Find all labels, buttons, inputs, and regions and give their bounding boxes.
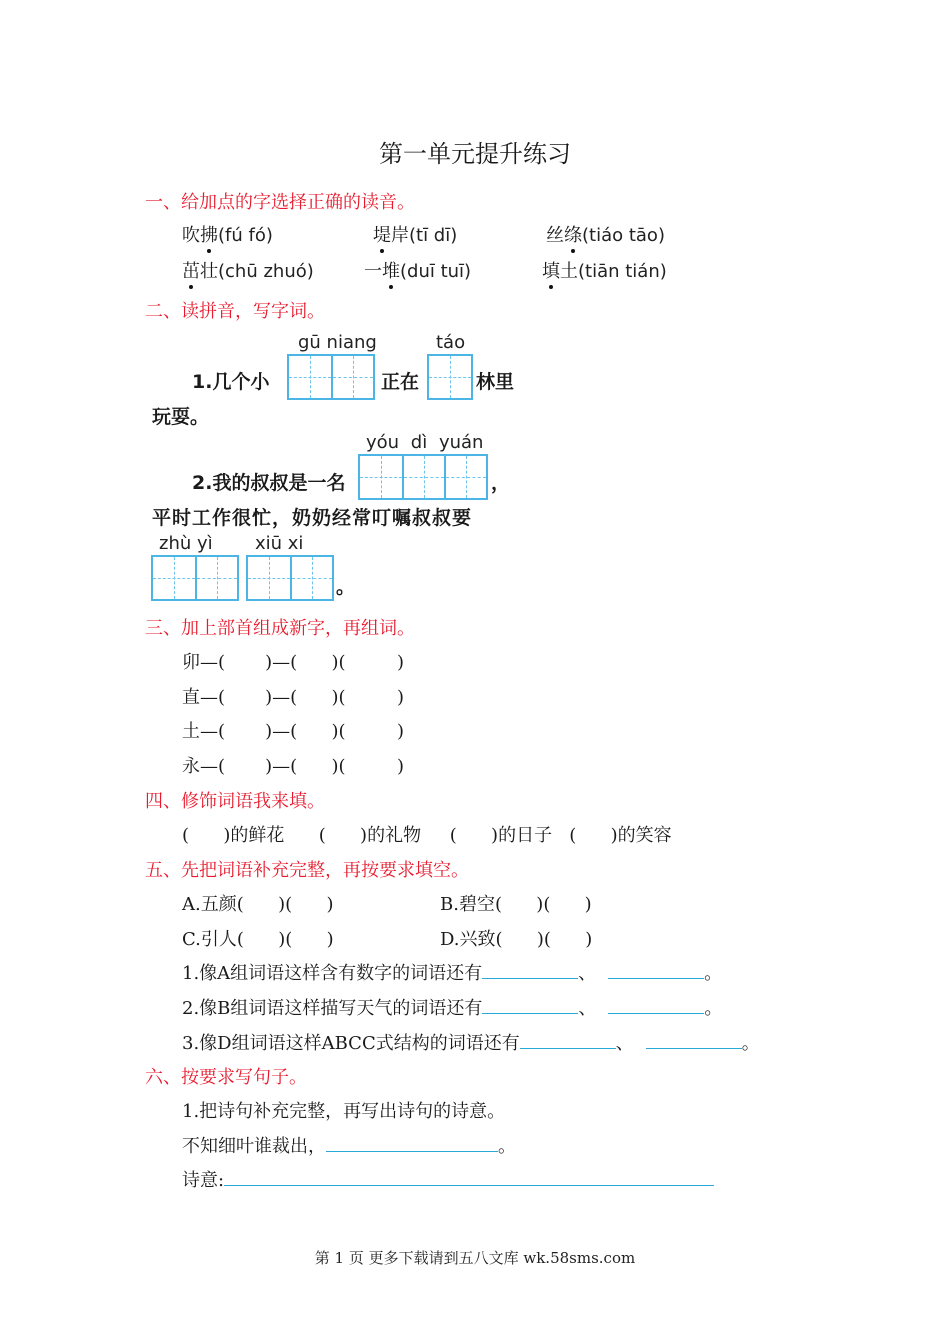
s6-question-1: 1.把诗句补充完整，再写出诗句的诗意。: [182, 1101, 506, 1122]
answer-box-zhu-yi[interactable]: [151, 555, 239, 601]
section-4-heading: 四、修饰词语我来填。: [145, 791, 325, 812]
q2-text-pre: 2.我的叔叔是一名: [192, 472, 346, 494]
word-group-a: A.五颜( )( ): [182, 894, 334, 915]
word-group-b: B.碧空( )( ): [440, 894, 592, 915]
radical-row-1: 卯—( )—( )( ): [182, 652, 405, 673]
radical-row-2: 直—( )—( )( ): [182, 687, 405, 708]
answer-blank[interactable]: [608, 960, 704, 979]
s5-question-3: 3.像D组词语这样ABCC式结构的词语还有 、 。: [182, 1029, 760, 1055]
pinyin-item-5: 一堆(duī tuī): [364, 257, 471, 283]
char-cell[interactable]: [402, 456, 444, 498]
page-title: 第一单元提升练习: [379, 140, 571, 168]
pinyin-item-4: 茁壮(chū zhuó): [182, 257, 314, 283]
modifier-line: ( )的鲜花 ( )的礼物 ( )的日子 ( )的笑容: [182, 825, 672, 846]
char-cell[interactable]: [153, 557, 195, 599]
answer-blank[interactable]: [608, 995, 704, 1014]
pinyin-item-3: 丝绦(tiáo tāo): [546, 221, 665, 247]
answer-box-tao[interactable]: [427, 354, 473, 400]
char-cell[interactable]: [289, 356, 331, 398]
pinyin-gu-niang: gū niang: [298, 332, 377, 353]
char-cell[interactable]: [290, 557, 332, 599]
radical-row-3: 土—( )—( )( ): [182, 721, 405, 742]
q1-text-cont: 玩耍。: [152, 406, 210, 428]
meaning-line: 诗意:: [182, 1166, 714, 1192]
pinyin-tao: táo: [436, 332, 466, 353]
section-3-heading: 三、加上部首组成新字，再组词。: [145, 618, 415, 639]
answer-blank[interactable]: [482, 995, 578, 1014]
poem-line: 不知细叶谁裁出， 。: [182, 1132, 516, 1158]
q1-text-post: 林里: [476, 371, 515, 393]
pinyin-xiu-xi: xiū xi: [255, 533, 304, 554]
meaning-answer-blank[interactable]: [224, 1167, 714, 1186]
pinyin-item-1: 吹拂(fú fó): [182, 221, 273, 247]
section-5-heading: 五、先把词语补充完整，再按要求填空。: [145, 860, 469, 881]
poem-answer-blank[interactable]: [326, 1133, 498, 1152]
q2-comma: ，: [491, 472, 511, 494]
pinyin-item-2: 堤岸(tī dī): [373, 221, 457, 247]
page-footer: 第 1 页 更多下载请到五八文库 wk.58sms.com: [314, 1249, 636, 1267]
char-cell[interactable]: [360, 456, 402, 498]
radical-row-4: 永—( )—( )( ): [182, 756, 405, 777]
char-cell[interactable]: [331, 356, 373, 398]
word-group-c: C.引人( )( ): [182, 929, 334, 950]
answer-box-gu-niang[interactable]: [287, 354, 375, 400]
answer-blank[interactable]: [482, 960, 578, 979]
section-6-heading: 六、按要求写句子。: [145, 1067, 307, 1088]
q2-end: 。: [336, 576, 356, 598]
char-cell[interactable]: [429, 356, 471, 398]
answer-box-you-di-yuan[interactable]: [358, 454, 488, 500]
pinyin-you-di-yuan: yóu dì yuán: [366, 432, 484, 453]
s5-question-1: 1.像A组词语这样含有数字的词语还有 、 。: [182, 959, 722, 985]
char-cell[interactable]: [248, 557, 290, 599]
section-2-heading: 二、读拼音，写字词。: [145, 301, 325, 322]
word-group-d: D.兴致( )( ): [440, 929, 593, 950]
char-cell[interactable]: [444, 456, 486, 498]
q1-text-pre: 1.几个小: [192, 371, 270, 393]
answer-blank[interactable]: [520, 1030, 616, 1049]
pinyin-zhu-yi: zhù yì: [159, 533, 213, 554]
pinyin-item-6: 填土(tiān tián): [542, 257, 667, 283]
answer-box-xiu-xi[interactable]: [246, 555, 334, 601]
q1-text-mid: 正在: [381, 371, 420, 393]
q2-text-line2: 平时工作很忙，奶奶经常叮嘱叔叔要: [152, 507, 473, 529]
section-1-heading: 一、给加点的字选择正确的读音。: [145, 192, 415, 213]
s5-question-2: 2.像B组词语这样描写天气的词语还有 、 。: [182, 994, 722, 1020]
char-cell[interactable]: [195, 557, 237, 599]
answer-blank[interactable]: [646, 1030, 742, 1049]
